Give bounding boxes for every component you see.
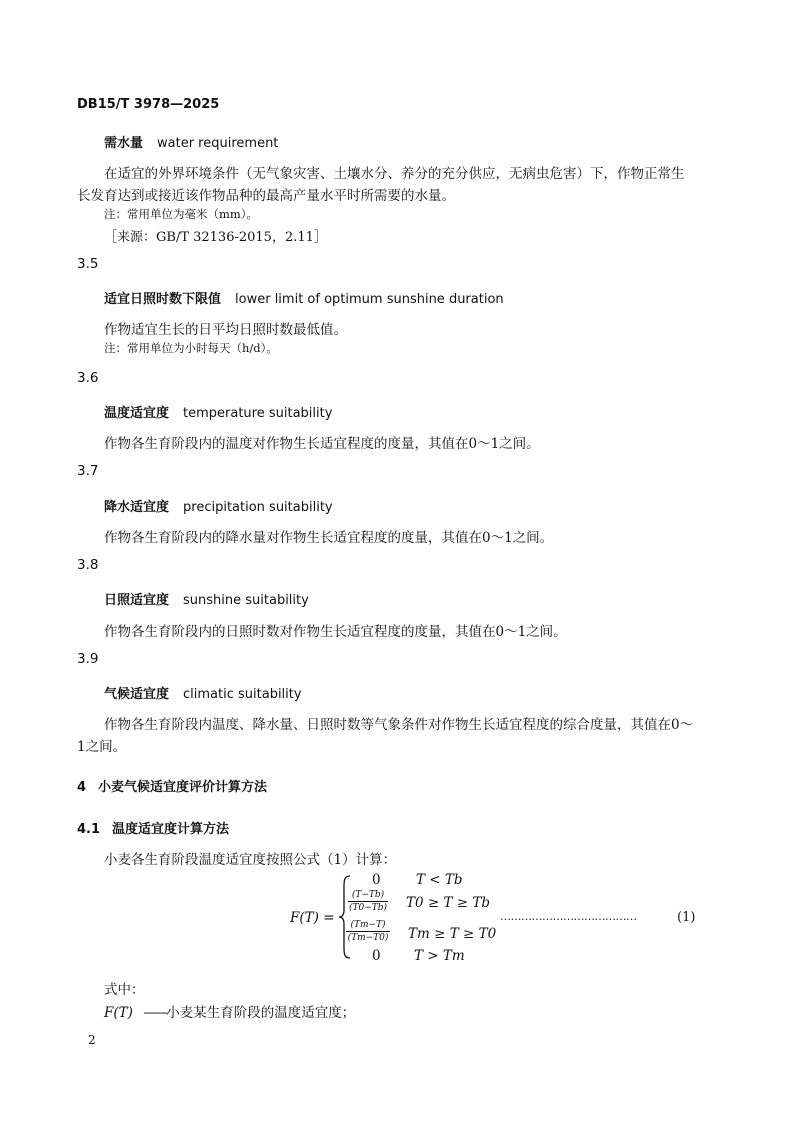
case3-fraction (346, 920, 390, 944)
definition-line: 长发育达到或接近该作物品种的最高产量水平时所需要的水量。 (77, 188, 455, 204)
term-en: precipitation suitability (183, 500, 333, 515)
formula-lhs: F(T) = (290, 910, 335, 926)
term-zh: 温度适宜度 (104, 406, 170, 421)
term-precipitation-suitability (104, 496, 333, 515)
term-zh: 降水适宜度 (104, 500, 170, 515)
term-zh: 需水量 (104, 136, 144, 151)
term-zh: 适宜日照时数下限值 (104, 292, 222, 307)
definition-line: 1之间。 (77, 739, 127, 755)
term-en: climatic suitability (183, 687, 302, 702)
note: 注：常用单位为毫米（mm）。 (104, 207, 259, 221)
definition-line: 在适宜的外界环境条件（无气象灾害、土壤水分、养分的充分供应，无病虫危害）下，作物正常生 (104, 166, 685, 182)
definition-dash: —— (143, 1005, 167, 1021)
section-title: 小麦气候适宜度评价计算方法 (98, 780, 268, 795)
definition-line: 作物各生育阶段内温度、降水量、日照时数等气象条件对作物生长适宜程度的综合度量，其值在0～ (104, 717, 694, 733)
note: 注：常用单位为小时每天（h/d）。 (104, 341, 278, 355)
page-number: 2 (88, 1033, 96, 1047)
term-lower-limit-sunshine (104, 288, 504, 307)
source-citation: ［来源：GB/T 32136-2015，2.11］ (104, 230, 327, 245)
case2-fraction (348, 890, 388, 914)
term-en: temperature suitability (183, 406, 333, 421)
variable-description: 小麦某生育阶段的温度适宜度； (166, 1005, 356, 1021)
case2-condition: T0 ≥ T ≥ Tb (406, 895, 491, 911)
term-sunshine-suitability (104, 589, 309, 608)
section-heading (77, 776, 267, 795)
case1-value: 0 (372, 872, 381, 888)
case4-value: 0 (372, 948, 381, 964)
section-number: 4.1 (77, 822, 101, 837)
case2-denominator: (T0−Tb) (348, 903, 388, 913)
case3-denominator: (Tm−T0) (347, 933, 389, 943)
entry-number: 3.7 (77, 463, 99, 479)
term-water-requirement (104, 132, 278, 151)
left-brace-icon (338, 874, 352, 960)
term-zh: 日照适宜度 (104, 593, 170, 608)
term-climatic-suitability (104, 683, 302, 702)
case1-condition: T < Tb (416, 872, 463, 888)
definition-line: 作物各生育阶段内的降水量对作物生长适宜程度的度量，其值在0～1之间。 (104, 530, 554, 546)
formula-leader-dots: ………………………………… (500, 910, 637, 923)
doc-code: DB15/T 3978—2025 (77, 97, 220, 112)
section-number: 4 (77, 780, 87, 795)
term-zh: 气候适宜度 (104, 687, 170, 702)
case3-numerator: (Tm−T) (346, 920, 390, 932)
where-label: 式中： (104, 982, 145, 998)
term-en: water requirement (157, 136, 279, 151)
entry-number: 3.6 (77, 370, 99, 386)
term-en: lower limit of optimum sunshine duration (235, 292, 504, 307)
case3-condition: Tm ≥ T ≥ T0 (408, 926, 497, 942)
entry-number: 3.8 (77, 557, 99, 573)
variable-definition (104, 1001, 355, 1021)
entry-number: 3.9 (77, 651, 99, 667)
definition-line: 作物各生育阶段内的温度对作物生长适宜程度的度量，其值在0～1之间。 (104, 436, 540, 452)
entry-number: 3.5 (77, 256, 99, 272)
case2-numerator: (T−Tb) (348, 890, 388, 902)
term-en: sunshine suitability (183, 593, 309, 608)
subsection-heading (77, 818, 229, 837)
equation-number: (1) (677, 910, 696, 925)
section-title: 温度适宜度计算方法 (112, 822, 230, 837)
formula-intro: 小麦各生育阶段温度适宜度按照公式（1）计算： (104, 852, 397, 868)
definition-line: 作物各生育阶段内的日照时数对作物生长适宜程度的度量，其值在0～1之间。 (104, 624, 567, 640)
case4-condition: T > Tm (414, 948, 465, 964)
definition-line: 作物适宜生长的日平均日照时数最低值。 (104, 322, 347, 338)
term-temperature-suitability (104, 402, 332, 421)
variable-symbol: F(T) (104, 1005, 133, 1021)
